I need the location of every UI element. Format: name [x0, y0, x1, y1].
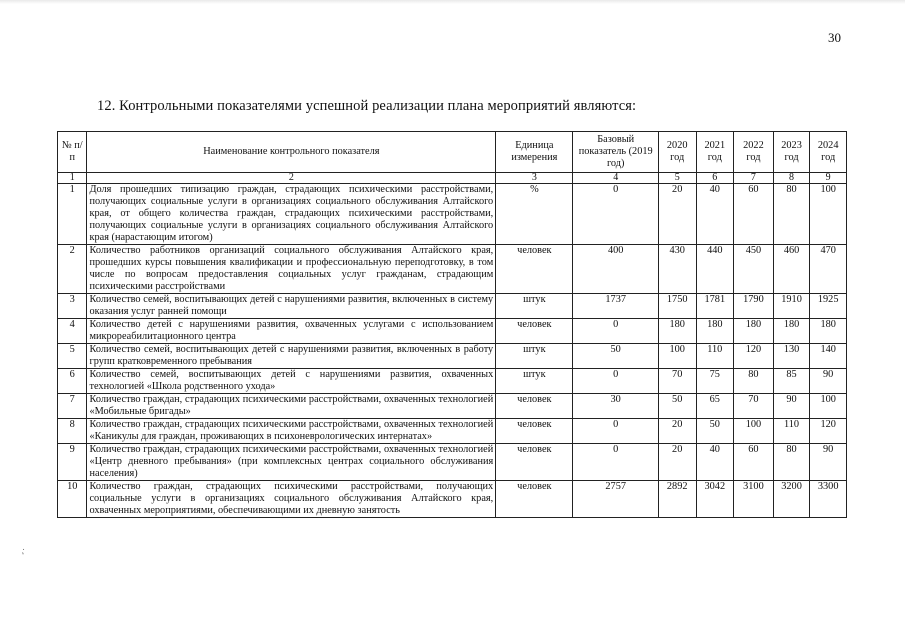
value-2020-cell: 1750 [658, 294, 696, 319]
unit-cell: штук [496, 294, 573, 319]
column-number: 5 [658, 173, 696, 184]
column-number: 7 [734, 173, 774, 184]
table-row [58, 444, 847, 481]
value-2023-cell: 85 [773, 369, 810, 394]
header-num: № п/п [58, 132, 87, 173]
value-2024-cell: 100 [810, 184, 847, 245]
unit-cell: человек [496, 394, 573, 419]
header-2020: 2020 год [658, 132, 696, 173]
header-row [58, 132, 847, 173]
value-2022-cell: 80 [734, 369, 774, 394]
value-2021-cell: 110 [696, 344, 734, 369]
column-numbers-row [58, 173, 847, 184]
value-2023-cell: 130 [773, 344, 810, 369]
value-2020-cell: 50 [658, 394, 696, 419]
row-number: 10 [58, 481, 87, 518]
row-number: 7 [58, 394, 87, 419]
header-base: Базовый показатель (2019 год) [573, 132, 658, 173]
value-2021-cell: 75 [696, 369, 734, 394]
table-row [58, 419, 847, 444]
value-2023-cell: 90 [773, 394, 810, 419]
value-2022-cell: 60 [734, 184, 774, 245]
header-2022: 2022 год [734, 132, 774, 173]
value-2022-cell: 70 [734, 394, 774, 419]
value-2021-cell: 440 [696, 245, 734, 294]
value-2020-cell: 20 [658, 184, 696, 245]
table-row [58, 344, 847, 369]
value-2021-cell: 40 [696, 184, 734, 245]
base-value-cell: 50 [573, 344, 658, 369]
header-name: Наименование контрольного показателя [87, 132, 496, 173]
row-number: 6 [58, 369, 87, 394]
row-number: 1 [58, 184, 87, 245]
row-number: 4 [58, 319, 87, 344]
row-number: 3 [58, 294, 87, 319]
indicator-name: Доля прошедших типизацию граждан, страдающих психическими расстройствами, получающих социальные услуги в организациях социального обслуживания Алтайского края, от общего количества граждан, страдающих психическими расстройствами, получающих социальные услуги в организациях социального обслуживания Алтайского края (нарастающим итогом) [87, 184, 496, 245]
scan-mark: ,· [17, 544, 28, 556]
value-2024-cell: 120 [810, 419, 847, 444]
indicator-name: Количество граждан, страдающих психическими расстройствами, охваченных технологией «Центр дневного пребывания» (при комплексных центрах социального обслуживания населения) [87, 444, 496, 481]
unit-cell: % [496, 184, 573, 245]
value-2022-cell: 60 [734, 444, 774, 481]
value-2024-cell: 90 [810, 369, 847, 394]
section-heading: 12. Контрольными показателями успешной реализации плана мероприятий являются: [97, 98, 637, 114]
table-row [58, 294, 847, 319]
value-2021-cell: 65 [696, 394, 734, 419]
value-2023-cell: 80 [773, 184, 810, 245]
indicator-name: Количество семей, воспитывающих детей с нарушениями развития, охваченных технологией «Школа родственного ухода» [87, 369, 496, 394]
scan-edge [0, 0, 905, 4]
value-2023-cell: 460 [773, 245, 810, 294]
header-2024: 2024 год [810, 132, 847, 173]
row-number: 5 [58, 344, 87, 369]
row-number: 9 [58, 444, 87, 481]
value-2020-cell: 20 [658, 444, 696, 481]
unit-cell: человек [496, 419, 573, 444]
row-number: 8 [58, 419, 87, 444]
indicator-name: Количество граждан, страдающих психическими расстройствами, охваченных технологией «Каникулы для граждан, проживающих в психоневрологических интернатах» [87, 419, 496, 444]
base-value-cell: 0 [573, 419, 658, 444]
table-row [58, 184, 847, 245]
value-2024-cell: 90 [810, 444, 847, 481]
unit-cell: человек [496, 481, 573, 518]
value-2023-cell: 3200 [773, 481, 810, 518]
header-unit: Единица измерения [496, 132, 573, 173]
unit-cell: штук [496, 344, 573, 369]
value-2023-cell: 110 [773, 419, 810, 444]
value-2020-cell: 20 [658, 419, 696, 444]
base-value-cell: 1737 [573, 294, 658, 319]
indicators-table [57, 131, 847, 518]
value-2024-cell: 1925 [810, 294, 847, 319]
column-number: 3 [496, 173, 573, 184]
table-row [58, 394, 847, 419]
indicator-name: Количество семей, воспитывающих детей с нарушениями развития, включенных в работу групп кратковременного пребывания [87, 344, 496, 369]
header-2021: 2021 год [696, 132, 734, 173]
base-value-cell: 0 [573, 319, 658, 344]
unit-cell: человек [496, 444, 573, 481]
value-2021-cell: 3042 [696, 481, 734, 518]
value-2022-cell: 1790 [734, 294, 774, 319]
column-number: 9 [810, 173, 847, 184]
unit-cell: человек [496, 319, 573, 344]
table-row [58, 319, 847, 344]
value-2024-cell: 140 [810, 344, 847, 369]
value-2021-cell: 180 [696, 319, 734, 344]
indicator-name: Количество граждан, страдающих психическими расстройствами, получающих социальные услуги в организациях социального обслуживания Алтайского края, охваченных мероприятиями, обеспечивающими их дневную занятость [87, 481, 496, 518]
indicator-name: Количество работников организаций социального обслуживания Алтайского края, прошедших курсы повышения квалификации и профессиональную переподготовку, в том числе по вопросам предоставления социальных услуг гражданам, страдающим психическими расстройствами [87, 245, 496, 294]
value-2024-cell: 180 [810, 319, 847, 344]
base-value-cell: 30 [573, 394, 658, 419]
value-2023-cell: 180 [773, 319, 810, 344]
table-row [58, 245, 847, 294]
table-row [58, 481, 847, 518]
unit-cell: человек [496, 245, 573, 294]
column-number: 8 [773, 173, 810, 184]
value-2023-cell: 80 [773, 444, 810, 481]
value-2024-cell: 470 [810, 245, 847, 294]
indicator-name: Количество семей, воспитывающих детей с нарушениями развития, включенных в систему оказания услуг ранней помощи [87, 294, 496, 319]
base-value-cell: 0 [573, 444, 658, 481]
value-2024-cell: 3300 [810, 481, 847, 518]
row-number: 2 [58, 245, 87, 294]
value-2023-cell: 1910 [773, 294, 810, 319]
column-number: 2 [87, 173, 496, 184]
base-value-cell: 2757 [573, 481, 658, 518]
value-2020-cell: 180 [658, 319, 696, 344]
value-2024-cell: 100 [810, 394, 847, 419]
table-row [58, 369, 847, 394]
value-2022-cell: 100 [734, 419, 774, 444]
value-2021-cell: 50 [696, 419, 734, 444]
indicator-name: Количество граждан, страдающих психическими расстройствами, охваченных технологией «Мобильные бригады» [87, 394, 496, 419]
value-2021-cell: 1781 [696, 294, 734, 319]
value-2022-cell: 450 [734, 245, 774, 294]
value-2020-cell: 100 [658, 344, 696, 369]
indicator-name: Количество детей с нарушениями развития, охваченных услугами с использованием микрореабилитационного центра [87, 319, 496, 344]
base-value-cell: 400 [573, 245, 658, 294]
value-2022-cell: 3100 [734, 481, 774, 518]
value-2022-cell: 180 [734, 319, 774, 344]
column-number: 4 [573, 173, 658, 184]
base-value-cell: 0 [573, 184, 658, 245]
value-2020-cell: 2892 [658, 481, 696, 518]
value-2022-cell: 120 [734, 344, 774, 369]
value-2020-cell: 430 [658, 245, 696, 294]
value-2021-cell: 40 [696, 444, 734, 481]
column-number: 1 [58, 173, 87, 184]
value-2020-cell: 70 [658, 369, 696, 394]
column-number: 6 [696, 173, 734, 184]
unit-cell: штук [496, 369, 573, 394]
page-number: 30 [828, 30, 841, 45]
header-2023: 2023 год [773, 132, 810, 173]
base-value-cell: 0 [573, 369, 658, 394]
